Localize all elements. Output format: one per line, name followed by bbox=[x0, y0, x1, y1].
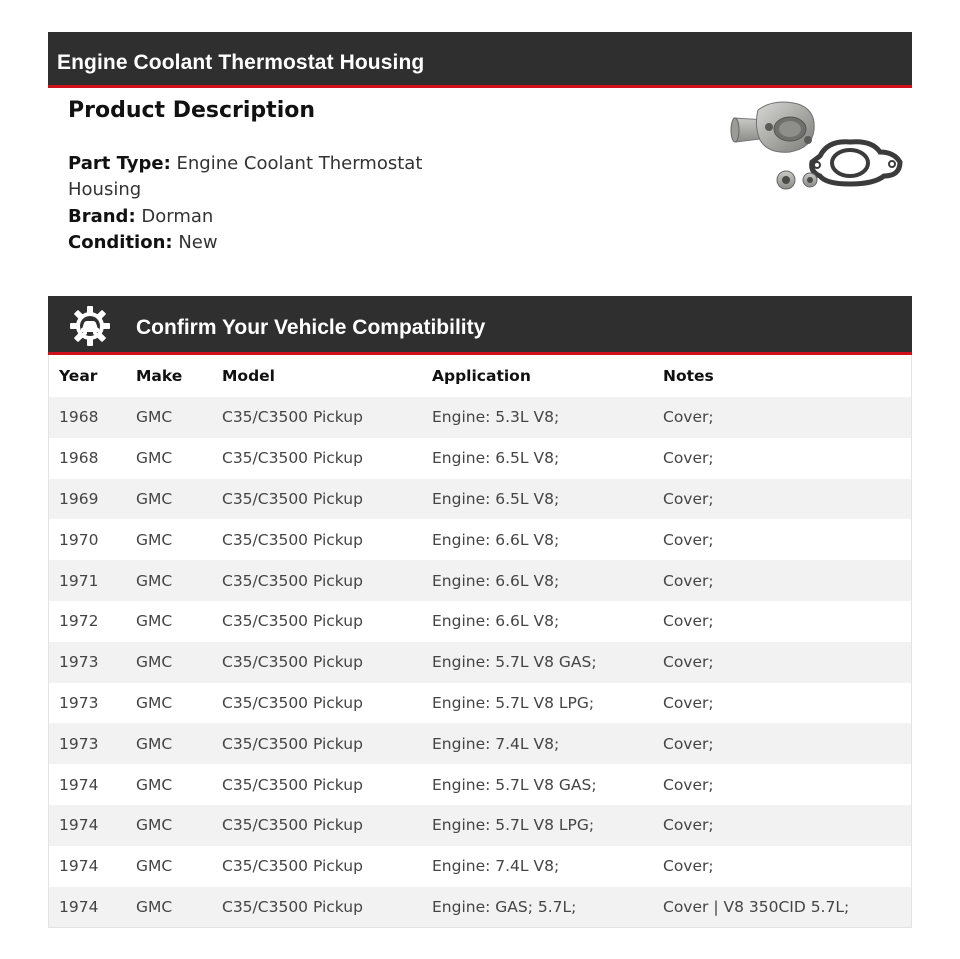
cell-model: C35/C3500 Pickup bbox=[212, 764, 422, 805]
cell-year: 1973 bbox=[49, 683, 126, 724]
cell-year: 1971 bbox=[49, 560, 126, 601]
cell-notes: Cover; bbox=[653, 601, 911, 642]
cell-notes: Cover; bbox=[653, 846, 911, 887]
cell-application: Engine: 7.4L V8; bbox=[422, 723, 653, 764]
brand-value: Dorman bbox=[141, 205, 214, 227]
cell-year: 1973 bbox=[49, 642, 126, 683]
table-row bbox=[49, 601, 911, 642]
cell-make: GMC bbox=[126, 479, 212, 520]
cell-application: Engine: 6.6L V8; bbox=[422, 601, 653, 642]
cell-make: GMC bbox=[126, 560, 212, 601]
cell-model: C35/C3500 Pickup bbox=[212, 723, 422, 764]
cell-model: C35/C3500 Pickup bbox=[212, 560, 422, 601]
brand-label: Brand: bbox=[68, 205, 136, 227]
cell-application: Engine: 5.7L V8 LPG; bbox=[422, 683, 653, 724]
cell-application: Engine: 6.6L V8; bbox=[422, 519, 653, 560]
cell-application: Engine: 5.7L V8 GAS; bbox=[422, 764, 653, 805]
cell-notes: Cover; bbox=[653, 805, 911, 846]
cell-model: C35/C3500 Pickup bbox=[212, 479, 422, 520]
cell-notes: Cover; bbox=[653, 642, 911, 683]
cell-year: 1969 bbox=[49, 479, 126, 520]
table-row bbox=[49, 438, 911, 479]
cell-notes: Cover; bbox=[653, 397, 911, 438]
col-header-notes: Notes bbox=[653, 355, 911, 397]
cell-make: GMC bbox=[126, 519, 212, 560]
cell-make: GMC bbox=[126, 397, 212, 438]
condition-value: New bbox=[178, 231, 218, 253]
cell-model: C35/C3500 Pickup bbox=[212, 397, 422, 438]
cell-year: 1974 bbox=[49, 887, 126, 928]
thermostat-housing-image bbox=[728, 96, 908, 196]
table-row bbox=[49, 560, 911, 601]
cell-year: 1973 bbox=[49, 723, 126, 764]
table-row bbox=[49, 805, 911, 846]
cell-make: GMC bbox=[126, 764, 212, 805]
cell-application: Engine: 6.5L V8; bbox=[422, 438, 653, 479]
cell-year: 1974 bbox=[49, 846, 126, 887]
cell-make: GMC bbox=[126, 601, 212, 642]
cell-year: 1974 bbox=[49, 805, 126, 846]
table-row bbox=[49, 723, 911, 764]
cell-year: 1970 bbox=[49, 519, 126, 560]
cell-notes: Cover; bbox=[653, 723, 911, 764]
cell-model: C35/C3500 Pickup bbox=[212, 438, 422, 479]
gear-car-icon bbox=[68, 304, 112, 348]
cell-make: GMC bbox=[126, 846, 212, 887]
table-row bbox=[49, 642, 911, 683]
cell-year: 1974 bbox=[49, 764, 126, 805]
cell-application: Engine: GAS; 5.7L; bbox=[422, 887, 653, 928]
cell-model: C35/C3500 Pickup bbox=[212, 519, 422, 560]
table-row bbox=[49, 683, 911, 724]
cell-year: 1968 bbox=[49, 438, 126, 479]
condition-line bbox=[68, 230, 438, 256]
col-header-make: Make bbox=[126, 355, 212, 397]
cell-application: Engine: 5.3L V8; bbox=[422, 397, 653, 438]
part-type-label: Part Type: bbox=[68, 153, 171, 174]
cell-model: C35/C3500 Pickup bbox=[212, 642, 422, 683]
brand-line bbox=[68, 204, 438, 230]
cell-notes: Cover; bbox=[653, 479, 911, 520]
cell-make: GMC bbox=[126, 805, 212, 846]
cell-make: GMC bbox=[126, 683, 212, 724]
product-description-heading: Product Description bbox=[68, 98, 316, 123]
cell-make: GMC bbox=[126, 642, 212, 683]
cell-year: 1968 bbox=[49, 397, 126, 438]
table-row bbox=[49, 764, 911, 805]
table-row bbox=[49, 887, 911, 928]
table-row bbox=[49, 397, 911, 438]
cell-notes: Cover; bbox=[653, 560, 911, 601]
col-header-application: Application bbox=[422, 355, 653, 397]
condition-label: Condition: bbox=[68, 231, 173, 253]
compatibility-header-bar bbox=[48, 296, 912, 355]
table-row bbox=[49, 846, 911, 887]
table-header-row bbox=[49, 355, 911, 397]
product-description-details bbox=[68, 151, 438, 256]
part-type-line bbox=[68, 151, 438, 204]
col-header-model: Model bbox=[212, 355, 422, 397]
cell-model: C35/C3500 Pickup bbox=[212, 805, 422, 846]
cell-model: C35/C3500 Pickup bbox=[212, 846, 422, 887]
cell-notes: Cover; bbox=[653, 519, 911, 560]
part-type-value: Engine Coolant Thermostat Housing bbox=[68, 153, 423, 201]
cell-notes: Cover; bbox=[653, 764, 911, 805]
cell-make: GMC bbox=[126, 887, 212, 928]
cell-application: Engine: 5.7L V8 LPG; bbox=[422, 805, 653, 846]
compatibility-title: Confirm Your Vehicle Compatibility bbox=[136, 316, 486, 339]
product-title-bar bbox=[48, 32, 912, 88]
compatibility-table bbox=[48, 355, 912, 928]
cell-make: GMC bbox=[126, 723, 212, 764]
cell-application: Engine: 6.5L V8; bbox=[422, 479, 653, 520]
cell-year: 1972 bbox=[49, 601, 126, 642]
cell-model: C35/C3500 Pickup bbox=[212, 683, 422, 724]
cell-make: GMC bbox=[126, 438, 212, 479]
product-title: Engine Coolant Thermostat Housing bbox=[57, 51, 425, 74]
table-row bbox=[49, 479, 911, 520]
cell-application: Engine: 5.7L V8 GAS; bbox=[422, 642, 653, 683]
cell-notes: Cover; bbox=[653, 438, 911, 479]
cell-notes: Cover; bbox=[653, 683, 911, 724]
cell-model: C35/C3500 Pickup bbox=[212, 887, 422, 928]
cell-application: Engine: 6.6L V8; bbox=[422, 560, 653, 601]
cell-notes: Cover | V8 350CID 5.7L; bbox=[653, 887, 911, 928]
cell-application: Engine: 7.4L V8; bbox=[422, 846, 653, 887]
col-header-year: Year bbox=[49, 355, 126, 397]
table-row bbox=[49, 519, 911, 560]
cell-model: C35/C3500 Pickup bbox=[212, 601, 422, 642]
